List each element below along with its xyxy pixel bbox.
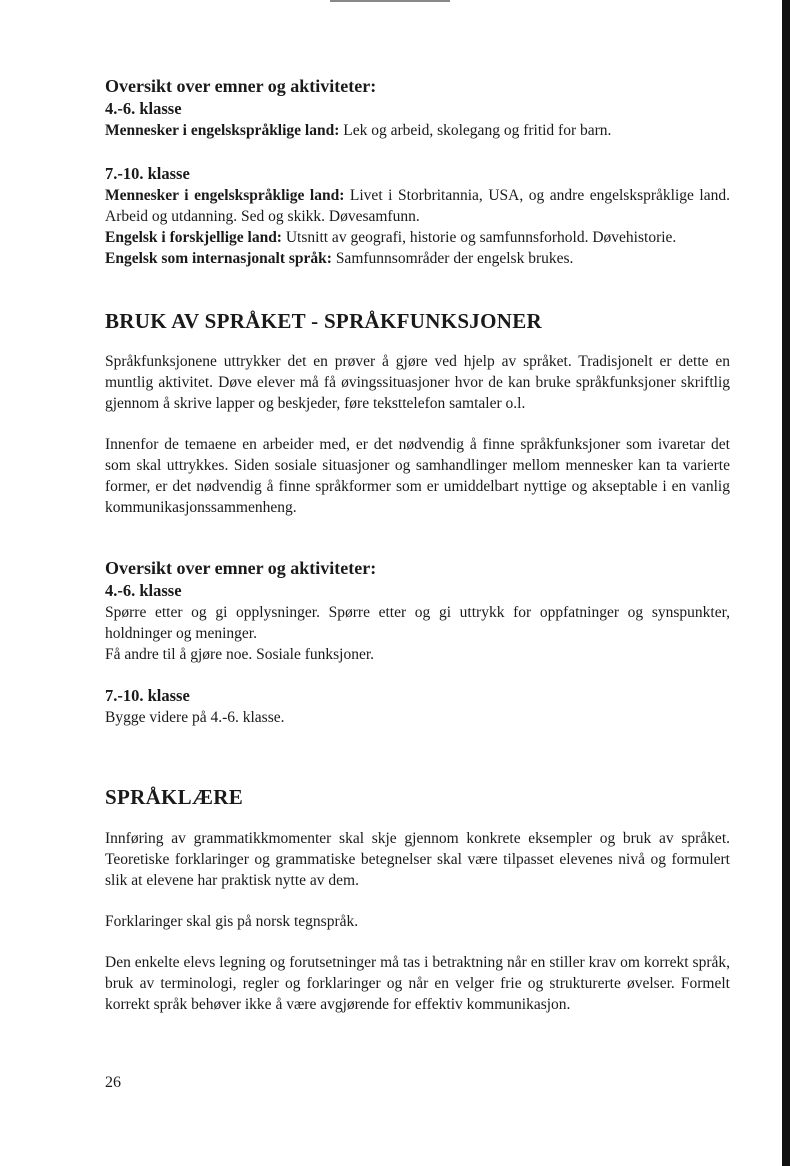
document-page xyxy=(105,74,730,1015)
topic-line xyxy=(105,248,730,269)
topic-text: Lek og arbeid, skolegang og fritid for barn. xyxy=(339,122,612,139)
body-paragraph: Få andre til å gjøre noe. Sosiale funksjoner. xyxy=(105,646,375,663)
grade-heading-4-6: 4.-6. klasse xyxy=(105,99,182,118)
overview-heading-2: Oversikt over emner og aktiviteter: xyxy=(105,558,377,578)
topic-label: Mennesker i engelskspråklige land: xyxy=(105,122,340,139)
body-paragraph: Forklaringer skal gis på norsk tegnspråk. xyxy=(105,913,359,930)
scan-edge-top xyxy=(330,0,450,2)
grade-heading-7-10: 7.-10. klasse xyxy=(105,164,190,183)
topic-text: Utsnitt av geografi, historie og samfunnsforhold. Døvehistorie. xyxy=(281,229,677,246)
topic-line xyxy=(105,185,730,227)
topic-text: Livet i Storbritannia, USA, og andre engelskspråklige land. Arbeid og utdanning. Sed og skikk. Døvesamfunn. xyxy=(105,187,730,225)
topic-line xyxy=(105,227,730,248)
topic-label: Engelsk i forskjellige land: xyxy=(105,229,282,246)
body-paragraph: Spørre etter og gi opplysninger. Spørre etter og gi uttrykk for oppfatninger og synspunkter, holdninger og meninger. xyxy=(105,604,730,642)
grade-heading-4-6: 4.-6. klasse xyxy=(105,581,182,600)
topic-label: Engelsk som internasjonalt språk: xyxy=(105,250,332,267)
overview-heading-1: Oversikt over emner og aktiviteter: xyxy=(105,76,377,96)
page-number: 26 xyxy=(105,1074,121,1091)
scan-edge-right xyxy=(782,0,790,1166)
topic-label: Mennesker i engelskspråklige land: xyxy=(105,187,345,204)
body-paragraph: Språkfunksjonene uttrykker det en prøver å gjøre ved hjelp av språket. Tradisjonelt er dette en muntlig aktivitet. Døve elever må få øvingssituasjoner hvor de kan bruke språkfunksjoner skriftlig gjennom å skrive lapper og beskjeder, føre teksttelefon samtaler o.l. xyxy=(105,353,730,412)
section-heading-language-use: BRUK AV SPRÅKET - SPRÅKFUNKSJONER xyxy=(105,309,542,333)
topic-line xyxy=(105,120,730,141)
grade-heading-7-10: 7.-10. klasse xyxy=(105,686,190,705)
body-paragraph: Bygge videre på 4.-6. klasse. xyxy=(105,709,285,726)
section-heading-grammar: SPRÅKLÆRE xyxy=(105,785,244,809)
body-paragraph: Innføring av grammatikkmomenter skal skje gjennom konkrete eksempler og bruk av språket. Teoretiske forklaringer og grammatiske betegnelser skal være tilpasset elevenes nivå og formulert slik at elevene har praktisk nytte av dem. xyxy=(105,830,730,889)
body-paragraph: Den enkelte elevs legning og forutsetninger må tas i betraktning når en stiller krav om korrekt språk, bruk av terminologi, regler og forklaringer og når en velger frie og strukturerte øvelser. Formelt korrekt språk behøver ikke å være avgjørende for effektiv kommunikasjon. xyxy=(105,954,730,1013)
body-paragraph: Innenfor de temaene en arbeider med, er det nødvendig å finne språkfunksjoner som ivaretar det som skal uttrykkes. Siden sosiale situasjoner og samhandlinger mellom mennesker kan ta varierte former, er det nødvendig å finne språkformer som er umiddelbart nyttige og akseptable i en vanlig kommunikasjonssammenheng. xyxy=(105,436,730,516)
topic-text: Samfunnsområder der engelsk brukes. xyxy=(331,250,574,267)
